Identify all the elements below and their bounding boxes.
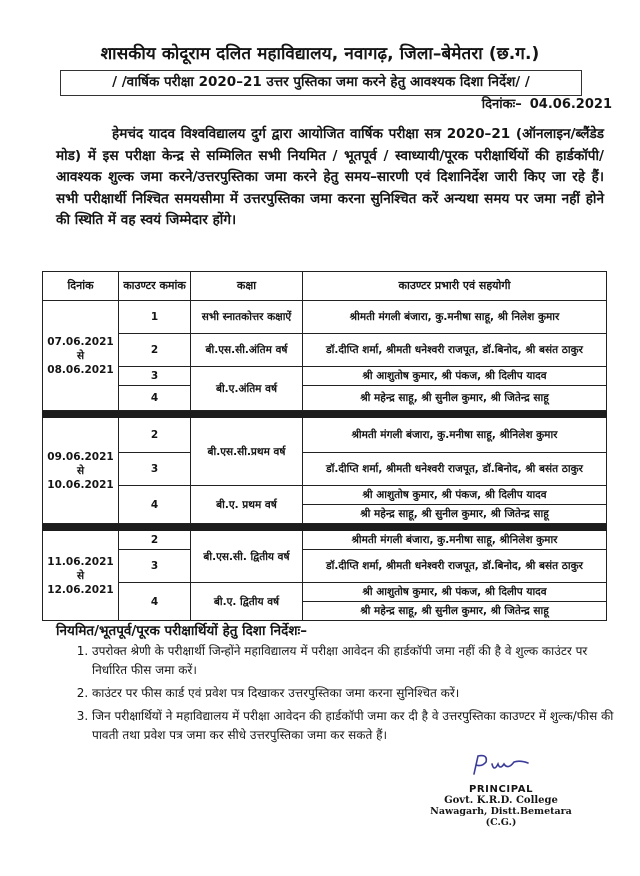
notice-date	[482, 94, 612, 112]
counter-cell: 3	[119, 367, 191, 386]
table-row	[43, 550, 607, 583]
staff-cell: श्री आशुतोष कुमार, श्री पंकज, श्री दिलीप यादव	[303, 486, 607, 505]
staff-cell: श्री आशुतोष कुमार, श्री पंकज, श्री दिलीप यादव	[303, 367, 607, 386]
table-row	[43, 453, 607, 486]
table-row	[43, 583, 607, 602]
header-counter: काउण्टर कमांक	[119, 272, 191, 301]
college-name: Govt. K.R.D. College	[444, 795, 558, 806]
college-place: Nawagarh, Distt.Bemetara (C.G.)	[430, 806, 572, 828]
class-cell: सभी स्नातकोत्तर कक्षाऐं	[191, 301, 303, 334]
table-row	[43, 334, 607, 367]
guidelines-title: नियमित/भूतपूर्व/पूरक परीक्षार्थियों हेतु दिशा निर्देशः–	[56, 623, 307, 639]
staff-cell: श्री महेन्द्र साहू, श्री सुनील कुमार, श्री जितेन्द्र साहू	[303, 505, 607, 524]
counter-cell: 3	[119, 453, 191, 486]
table-row	[43, 531, 607, 550]
header-date: दिनांक	[43, 272, 119, 301]
group-separator	[43, 411, 607, 418]
header-staff: काउण्टर प्रभारी एवं सहयोगी	[303, 272, 607, 301]
guideline-item: 2. काउंटर पर फीस कार्ड एवं प्रवेश पत्र दिखाकर उत्तरपुस्तिका जमा करना सुनिश्चित करें।	[92, 684, 618, 703]
table-row	[43, 418, 607, 453]
counter-cell: 2	[119, 418, 191, 453]
class-cell: बी.ए. प्रथम वर्ष	[191, 486, 303, 524]
date-from: 11.06.2021	[47, 555, 114, 568]
staff-cell: डॉ.दीप्ति शर्मा, श्रीमती धनेश्वरी राजपूत, डॉ.बिनोद, श्री बसंत ठाकुर	[303, 550, 607, 583]
date-range-cell	[43, 418, 119, 524]
class-cell: बी.ए. द्वितीय वर्ष	[191, 583, 303, 621]
schedule-table	[42, 271, 607, 621]
date-value: 04.06.2021	[529, 97, 612, 112]
principal-signature-block	[416, 752, 586, 828]
table-row	[43, 367, 607, 386]
notice-subtitle: / /वार्षिक परीक्षा 2020–21 उत्तर पुस्तिका जमा करने हेतु आवश्यक दिशा निर्देश/ /	[60, 70, 582, 96]
intro-text: हेमचंद यादव विश्वविद्यालय दुर्ग द्वारा आयोजित वार्षिक परीक्षा सत्र 2020–21 (ऑनलाइन/ब्लैंडेड मोड) में इस परीक्षा केन्द्र से सम्मिलित सभी नियमित / भूतपूर्व / स्वाध्यायी/पूरक परीक्षार्थियों की हार्डकॉपी/आवश्यक शुल्क जमा करने/उत्तरपुस्तिका जमा करने हेतु समय–सारणी एवं दिशानिर्देश जारी किए जा रहे हैं। सभी परीक्षार्थी निश्चित समयसीमा में उत्तरपुस्तिका जमा करना सुनिश्चित करें अन्यथा समय पर जमा नहीं होने की स्थिति में वह स्वयं जिम्मेदार होंगे।	[56, 126, 604, 229]
table-row	[43, 486, 607, 505]
date-to: 10.06.2021	[47, 478, 114, 491]
guidelines-list	[70, 642, 618, 749]
table-header-row	[43, 272, 607, 301]
class-cell: बी.ए.अंतिम वर्ष	[191, 367, 303, 411]
staff-cell: श्री महेन्द्र साहू, श्री सुनील कुमार, श्री जितेन्द्र साहू	[303, 602, 607, 621]
header-class: कक्षा	[191, 272, 303, 301]
principal-title: PRINCIPAL	[468, 784, 534, 795]
table-row	[43, 301, 607, 334]
counter-cell: 2	[119, 531, 191, 550]
date-from: 09.06.2021	[47, 450, 114, 463]
guideline-item: 3. जिन परीक्षार्थियों ने महाविद्यालय में परीक्षा आवेदन की हार्डकॉपी जमा कर दी है वे उत्तरपुस्तिका काउण्टर में शुल्क/फीस की पावती तथा प्रवेश पत्र जमा कर सीधे उत्तरपुस्तिका जमा कर सकते हैं।	[92, 707, 618, 745]
staff-cell: श्रीमती मंगली बंजारा, कु.मनीषा साहू, श्रीनिलेश कुमार	[303, 531, 607, 550]
counter-cell: 1	[119, 301, 191, 334]
date-to: 08.06.2021	[47, 363, 114, 376]
staff-cell: डॉ.दीप्ति शर्मा, श्रीमती धनेश्वरी राजपूत, डॉ.बिनोद, श्री बसंत ठाकुर	[303, 453, 607, 486]
counter-cell: 4	[119, 486, 191, 524]
class-cell: बी.एस.सी.अंतिम वर्ष	[191, 334, 303, 367]
staff-cell: श्री आशुतोष कुमार, श्री पंकज, श्री दिलीप यादव	[303, 583, 607, 602]
counter-cell: 2	[119, 334, 191, 367]
class-cell: बी.एस.सी. द्वितीय वर्ष	[191, 531, 303, 583]
date-to-word: से	[76, 349, 85, 362]
signature-image	[466, 752, 536, 778]
class-cell: बी.एस.सी.प्रथम वर्ष	[191, 418, 303, 486]
date-to: 12.06.2021	[47, 583, 114, 596]
counter-cell: 3	[119, 550, 191, 583]
counter-cell: 4	[119, 386, 191, 411]
guideline-item: 1. उपरोक्त श्रेणी के परीक्षार्थी जिन्होंने महाविद्यालय में परीक्षा आवेदन की हार्डकॉपी जमा नहीं की है वे शुल्क काउंटर पर निर्धारित फीस जमा करें।	[92, 642, 618, 680]
date-to-word: से	[76, 464, 85, 477]
institution-name: शासकीय कोदूराम दलित महाविद्यालय, नवागढ़, जिला–बेमेतरा (छ.ग.)	[100, 44, 540, 64]
date-from: 07.06.2021	[47, 335, 114, 348]
table-row	[43, 386, 607, 411]
staff-cell: डॉ.दीप्ति शर्मा, श्रीमती धनेश्वरी राजपूत, डॉ.बिनोद, श्री बसंत ठाकुर	[303, 334, 607, 367]
date-label: दिनांकः–	[481, 97, 522, 112]
intro-paragraph	[56, 124, 604, 232]
date-range-cell	[43, 301, 119, 411]
counter-cell: 4	[119, 583, 191, 621]
group-separator	[43, 524, 607, 531]
staff-cell: श्रीमती मंगली बंजारा, कु.मनीषा साहू, श्री निलेश कुमार	[303, 301, 607, 334]
staff-cell: श्रीमती मंगली बंजारा, कु.मनीषा साहू, श्रीनिलेश कुमार	[303, 418, 607, 453]
date-to-word: से	[76, 569, 85, 582]
staff-cell: श्री महेन्द्र साहू, श्री सुनील कुमार, श्री जितेन्द्र साहू	[303, 386, 607, 411]
date-range-cell	[43, 531, 119, 621]
